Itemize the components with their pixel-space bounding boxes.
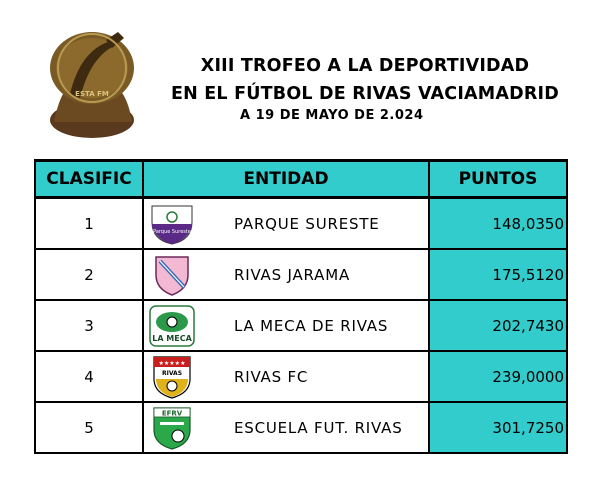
team-name: LA MECA DE RIVAS <box>234 316 389 335</box>
team-name: RIVAS JARAMA <box>234 265 350 284</box>
position-cell: 4 <box>35 351 143 402</box>
parque-sureste-crest-icon <box>148 202 196 246</box>
la-meca-crest-icon <box>148 304 196 348</box>
trophy-text: ESTA FM <box>75 90 109 98</box>
table-row <box>35 351 567 402</box>
table-row <box>35 198 567 250</box>
svg-text:★★★★★: ★★★★★ <box>158 359 186 367</box>
position-cell: 5 <box>35 402 143 453</box>
title-line-1: XIII TROFEO A LA DEPORTIVIDAD <box>200 56 530 76</box>
team-name: ESCUELA FUT. RIVAS <box>234 418 403 437</box>
table-row <box>35 300 567 351</box>
points-cell: 239,0000 <box>429 351 567 402</box>
team-name: RIVAS FC <box>234 367 309 386</box>
page-title <box>150 52 580 108</box>
svg-text:LA MECA: LA MECA <box>152 333 192 343</box>
team-name: PARQUE SURESTE <box>234 214 380 233</box>
table-row <box>35 249 567 300</box>
column-header-clasific: CLASIFIC <box>35 161 143 198</box>
entity-cell <box>143 198 429 250</box>
points-cell: 202,7430 <box>429 300 567 351</box>
trophy-image <box>40 22 142 140</box>
ranking-table <box>34 159 568 454</box>
rivas-jarama-crest-icon <box>148 253 196 297</box>
rivas-fc-crest-icon <box>148 355 196 399</box>
svg-text:Parque Sureste: Parque Sureste <box>153 228 191 235</box>
title-line-2: EN EL FÚTBOL DE RIVAS VACIAMADRID <box>170 84 559 104</box>
table-row <box>35 402 567 453</box>
svg-text:EFRV: EFRV <box>161 409 183 417</box>
escuela-fut-rivas-crest-icon <box>148 406 196 450</box>
position-cell: 3 <box>35 300 143 351</box>
svg-text:RIVAS: RIVAS <box>161 369 183 377</box>
entity-cell <box>143 351 429 402</box>
entity-cell <box>143 249 429 300</box>
column-header-puntos: PUNTOS <box>429 161 567 198</box>
column-header-entidad: ENTIDAD <box>143 161 429 198</box>
position-cell: 2 <box>35 249 143 300</box>
event-date: A 19 DE MAYO DE 2.024 <box>240 108 424 123</box>
entity-cell <box>143 300 429 351</box>
table-header-row <box>35 161 567 198</box>
points-cell: 301,7250 <box>429 402 567 453</box>
points-cell: 175,5120 <box>429 249 567 300</box>
position-cell: 1 <box>35 198 143 250</box>
points-cell: 148,0350 <box>429 198 567 250</box>
entity-cell <box>143 402 429 453</box>
